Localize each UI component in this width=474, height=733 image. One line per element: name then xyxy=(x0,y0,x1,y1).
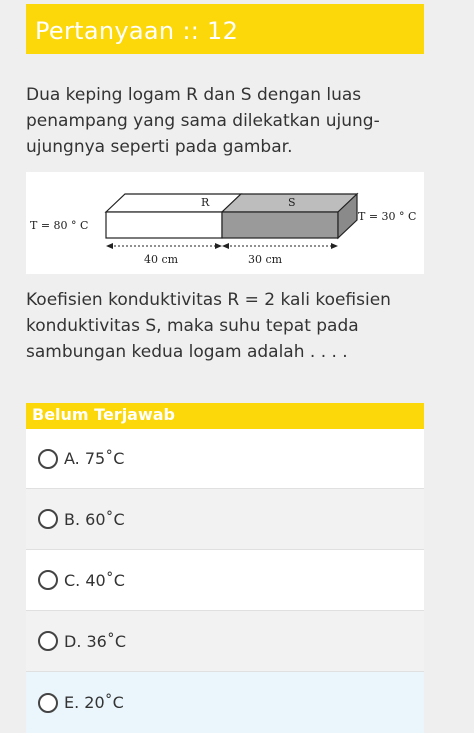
option-c[interactable] xyxy=(26,550,424,611)
arrow-right-icon xyxy=(215,243,222,249)
arrow-left-icon xyxy=(222,243,229,249)
slab-s-front xyxy=(222,212,338,238)
question-title: Pertanyaan :: 12 xyxy=(35,17,239,45)
temp-left: T = 80 ° C xyxy=(30,219,89,232)
temp-right: T = 30 ° C xyxy=(358,210,417,223)
radio-icon[interactable] xyxy=(38,449,58,469)
answer-status: Belum Terjawab xyxy=(26,403,424,429)
length-s: 30 cm xyxy=(248,253,283,266)
question-header xyxy=(26,4,424,54)
question-text: Dua keping logam R dan S dengan luas penampang yang sama dilekatkan ujung-ujungnya seperti pada gambar. xyxy=(26,85,380,157)
option-a[interactable] xyxy=(26,429,424,489)
option-label: A. 75˚C xyxy=(64,449,125,468)
radio-icon[interactable] xyxy=(38,631,58,651)
label-r: R xyxy=(201,196,210,209)
radio-icon[interactable] xyxy=(38,693,58,713)
answer-panel xyxy=(26,403,424,733)
option-label: B. 60˚C xyxy=(64,509,125,529)
arrow-right-icon xyxy=(331,243,338,249)
arrow-left-icon xyxy=(106,243,113,249)
option-label: E. 20˚C xyxy=(64,693,124,712)
metal-slabs-diagram xyxy=(26,172,424,274)
radio-icon[interactable] xyxy=(38,509,58,529)
option-d[interactable] xyxy=(26,611,424,672)
option-b[interactable] xyxy=(26,489,424,550)
length-r: 40 cm xyxy=(144,253,179,266)
question-figure xyxy=(26,172,424,274)
option-e[interactable] xyxy=(26,672,424,733)
question-prompt: Koefisien konduktivitas R = 2 kali koefisien konduktivitas S, maka suhu tepat pada sambungan kedua logam adalah . . . . xyxy=(26,290,391,362)
radio-icon[interactable] xyxy=(38,570,58,590)
label-s: S xyxy=(288,196,296,209)
slab-r-front xyxy=(106,212,222,238)
option-label: C. 40˚C xyxy=(64,570,125,590)
option-label: D. 36˚C xyxy=(64,631,127,651)
slab-r-top xyxy=(106,194,241,212)
